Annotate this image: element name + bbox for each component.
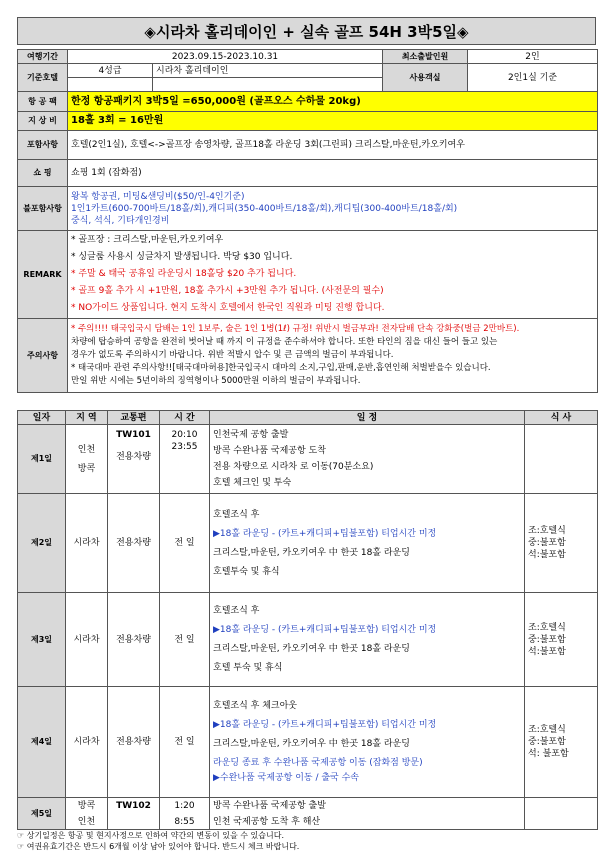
itinerary-line: 방콕 수완나품 국제공항 도착 <box>213 446 326 456</box>
meal-cell <box>525 494 598 593</box>
itinerary-line: 방콕 수완나품 국제공항 출발 <box>213 800 326 811</box>
time-text: 20:10 <box>171 430 198 440</box>
itinerary-cell <box>210 593 525 687</box>
meal-text: 석: 불포함 <box>528 749 569 759</box>
remark-line: * NO가이드 상품입니다. 현지 도착시 호텔에서 한국인 직원과 미팅 진행 합니다. <box>71 303 385 313</box>
region-cell: 시라차 <box>66 593 108 687</box>
col-transport: 교통편 <box>108 411 160 425</box>
caution-line: 만일 위반 시에는 5년이하의 징역형이나 5000만원 이하의 벌금이 부과됩니다. <box>71 376 361 386</box>
caution-line: 차량에 탑승하여 공항을 완전히 벗어날 때 까지 이 규정을 준수하셔야 합니다. 또한 타인의 짐을 대신 들어 들고 있는 <box>71 337 498 347</box>
itinerary-line: ▶18홀 라운딩 - (카트+캐디피+팁불포함) 티업시간 미정 <box>213 720 437 730</box>
itinerary-line: 호텔조식 후 <box>213 509 260 520</box>
info-table <box>17 49 598 393</box>
meal-cell <box>525 425 598 494</box>
col-time: 시 간 <box>160 411 210 425</box>
caution-line: * 주의!!!! 태국입국시 담배는 1인 1보루, 술은 1인 1병(1ℓ) 규정! 위반시 벌금부과! 전자담배 단속 강화중(벌금 2만바트). <box>71 324 520 334</box>
ground-fee-value: 18홀 3회 = 16만원 <box>68 112 598 131</box>
day-label: 제4일 <box>18 687 66 798</box>
airfare-label: 항 공 팩 <box>18 92 68 112</box>
meal-cell <box>525 687 598 798</box>
itinerary-line: ▶18홀 라운딩 - (카트+캐디피+팁불포함) 티업시간 미정 <box>213 528 437 539</box>
table-row <box>18 593 598 687</box>
table-row <box>18 425 598 494</box>
meal-text: 중:불포함 <box>528 634 566 645</box>
included-label: 포함사항 <box>18 131 68 160</box>
transport-cell: 전용차량 <box>108 494 160 593</box>
itinerary-line: 인천 국제공항 도착 후 해산 <box>213 816 321 827</box>
itinerary-line: 호텔조식 후 <box>213 606 260 616</box>
itinerary-line: 라운딩 종료 후 수완나품 국제공항 이동 (잡화점 방문) <box>213 758 423 768</box>
meal-text: 석:불포함 <box>528 646 566 657</box>
meal-text: 중:불포함 <box>528 538 566 548</box>
room-label: 사용객실 <box>383 64 468 92</box>
remark-label: REMARK <box>18 231 68 319</box>
time-cell <box>160 798 210 830</box>
table-row <box>18 687 598 798</box>
itinerary-cell <box>210 494 525 593</box>
col-region: 지 역 <box>66 411 108 425</box>
footnote: ☞ 상기일정은 항공 및 현지사정으로 인하여 약간의 변동이 있을 수 있습니다. <box>17 831 284 840</box>
col-day: 일자 <box>18 411 66 425</box>
transport-cell: 전용차량 <box>108 687 160 798</box>
remark-line: * 싱글룸 사용시 싱글차지 발생됩니다. 박당 $30 입니다. <box>71 252 293 262</box>
col-meal: 식 사 <box>525 411 598 425</box>
itinerary-line: 호텔조식 후 체크아웃 <box>213 701 297 711</box>
page-title: ◈시라차 홀리데이인 + 실속 골프 54H 3박5일◈ <box>17 17 596 45</box>
meal-text: 조:호텔식 <box>528 725 566 735</box>
hotel-name: 시라차 홀리데이인 <box>153 64 383 78</box>
excluded-label: 불포함사항 <box>18 187 68 231</box>
transport-text: 전용차량 <box>116 452 151 462</box>
meal-cell <box>525 593 598 687</box>
col-itinerary: 일 정 <box>210 411 525 425</box>
footnotes <box>17 830 299 852</box>
itinerary-line: 전용 차량으로 시라차 로 이동(70분소요) <box>213 462 374 472</box>
region-cell: 시라차 <box>66 494 108 593</box>
transport-text: TW101 <box>116 430 151 440</box>
region-cell <box>66 425 108 494</box>
transport-cell <box>108 798 160 830</box>
time-text: 1:20 <box>174 800 195 811</box>
time-text: 23:55 <box>171 442 198 452</box>
region-cell <box>66 798 108 830</box>
time-cell <box>160 425 210 494</box>
meal-text: 중:불포함 <box>528 737 566 747</box>
region-text: 방콕 <box>77 800 96 811</box>
itinerary-line: ▶수완나품 국제공항 이동 / 출국 수속 <box>213 773 359 783</box>
itinerary-line: 인천국제 공항 출발 <box>213 430 289 440</box>
min-travelers-value: 2인 <box>468 50 598 64</box>
schedule-table <box>17 410 598 830</box>
region-cell: 시라차 <box>66 687 108 798</box>
meal-cell <box>525 798 598 830</box>
itinerary-line: 호텔 체크인 및 투숙 <box>213 478 292 488</box>
itinerary-cell <box>210 798 525 830</box>
caution-list <box>68 319 598 393</box>
remark-line: * 주말 & 태국 공휴일 라운딩시 18홀당 $20 추가 됩니다. <box>71 269 297 279</box>
itinerary-line: 크리스탈,마운틴, 카오키여우 中 한곳 18홀 라운딩 <box>213 739 410 749</box>
airfare-value: 한정 항공패키지 3박5일 =650,000원 (골프오스 수하물 20kg) <box>68 92 598 112</box>
remark-line: * 골프장 : 크리스탈,마운틴,카오키여우 <box>71 235 224 245</box>
transport-cell <box>108 425 160 494</box>
period-value: 2023.09.15-2023.10.31 <box>68 50 383 64</box>
itinerary-line: 호텔 투숙 및 휴식 <box>213 663 283 673</box>
itinerary-line: 호텔투숙 및 휴식 <box>213 566 280 577</box>
excluded-line: 1인1카트(600-700바트/18홀/회),캐디피(350-400바트/18홀/회),캐디팁(300-400바트/18홀/회) <box>71 203 458 214</box>
hotel-grade: 4성급 <box>68 64 153 78</box>
itinerary-line: ▶18홀 라운딩 - (카트+캐디피+팁불포함) 티업시간 미정 <box>213 625 437 635</box>
time-text: 8:55 <box>174 816 195 827</box>
day-label: 제3일 <box>18 593 66 687</box>
itinerary-cell <box>210 687 525 798</box>
itinerary-cell <box>210 425 525 494</box>
time-cell: 전 일 <box>160 687 210 798</box>
caution-line: * 태국대마 관련 주의사항!![태국대마허용]한국입국시 대마의 소지,구입,판매,운반,흡연인해 처벌받을수 있습니다. <box>71 363 491 373</box>
itinerary-line: 크리스탈,마운틴, 카오키여우 中 한곳 18홀 라운딩 <box>213 547 410 558</box>
transport-text: TW102 <box>116 801 151 811</box>
shopping-value: 쇼핑 1회 (잡화점) <box>68 160 598 187</box>
meal-text: 석:불포함 <box>528 550 566 560</box>
excluded-line: 왕복 항공권, 미팅&샌딩비($50/인-4인기준) <box>71 191 245 202</box>
min-travelers-label: 최소출발인원 <box>383 50 468 64</box>
meal-text: 조:호텔식 <box>528 622 566 633</box>
caution-label: 주의사항 <box>18 319 68 393</box>
day-label: 제5일 <box>18 798 66 830</box>
transport-cell: 전용차량 <box>108 593 160 687</box>
hotel-label: 기준호텔 <box>18 64 68 92</box>
time-cell: 전 일 <box>160 494 210 593</box>
remark-list <box>68 231 598 319</box>
included-value: 호텔(2인1실), 호텔<->골프장 송영차량, 골프18홀 라운딩 3회(그린피) 크리스탈,마운틴,카오키여우 <box>68 131 598 160</box>
footnote: ☞ 여권유효기간은 반드시 6개월 이상 남아 있어야 합니다. 반드시 체크 바랍니다. <box>17 842 300 851</box>
caution-line: 경우가 없도록 주의하시기 바랍니다. 위반 적발시 압수 및 큰 금액의 벌금이 부과됩니다. <box>71 350 394 360</box>
table-row <box>18 798 598 830</box>
period-label: 여행기간 <box>18 50 68 64</box>
itinerary-line: 크리스탈,마운틴, 카오키여우 中 한곳 18홀 라운딩 <box>213 644 410 654</box>
excluded-list <box>68 187 598 231</box>
shopping-label: 쇼 핑 <box>18 160 68 187</box>
day-label: 제1일 <box>18 425 66 494</box>
region-text: 방콕 <box>77 463 96 474</box>
region-text: 인천 <box>77 444 96 455</box>
region-text: 인천 <box>77 816 96 827</box>
time-cell: 전 일 <box>160 593 210 687</box>
meal-text: 조:호텔식 <box>528 526 566 536</box>
remark-line: * 골프 9홀 추가 시 +1만원, 18홀 추가시 +3만원 추가 됩니다. (사전문의 필수) <box>71 286 384 296</box>
excluded-line: 중식, 석식, 기타개인경비 <box>71 215 170 226</box>
room-value: 2인1실 기준 <box>468 64 598 92</box>
day-label: 제2일 <box>18 494 66 593</box>
ground-fee-label: 지 상 비 <box>18 112 68 131</box>
table-row <box>18 494 598 593</box>
